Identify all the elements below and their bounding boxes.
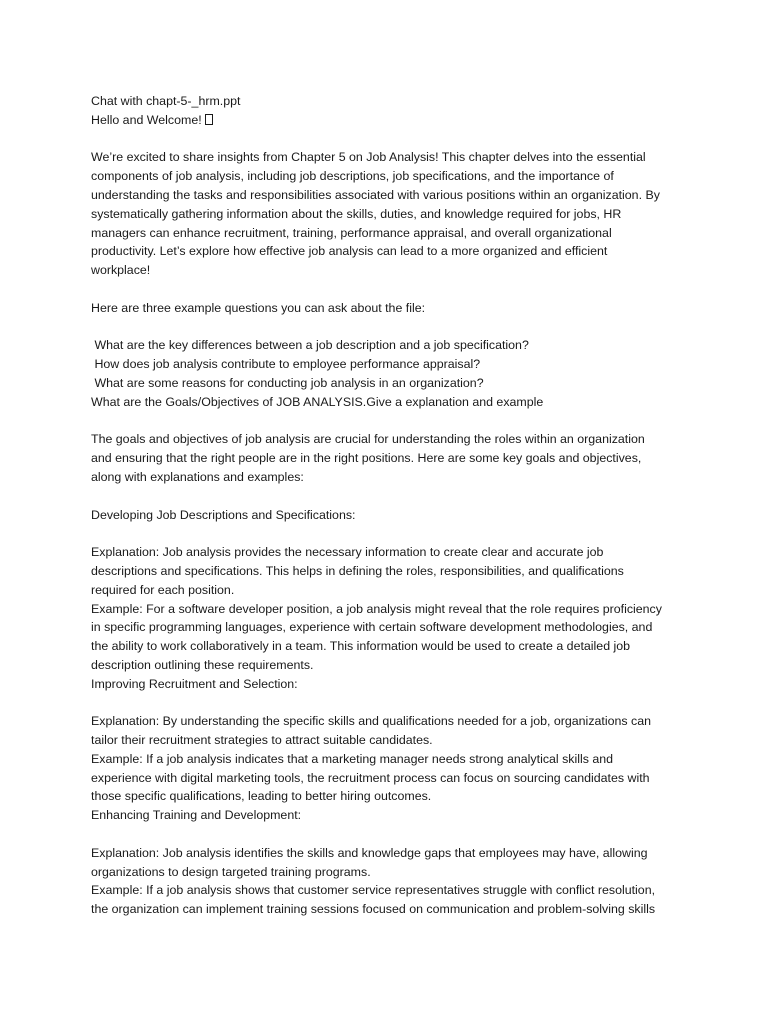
example-line: the organization can implement training sessions focused on communication and problem-solving skills [91,902,656,917]
section-heading: Developing Job Descriptions and Specifications: [91,507,356,522]
missing-glyph-icon [205,114,213,125]
user-query: What are the Goals/Objectives of JOB ANALYSIS.Give a explanation and example [91,394,544,409]
example-line: Example: For a software developer position, a job analysis might reveal that the role requires proficiency [91,601,662,616]
answer-intro-line: and ensuring that the right people are in the right positions. Here are some key goals and objectives, [91,451,642,466]
example-line: description outlining these requirements. [91,657,314,672]
intro-line: workplace! [91,263,151,278]
greeting-line [91,111,691,130]
answer-intro-line: along with explanations and examples: [91,469,304,484]
example-line: in specific programming languages, experience with certain software development methodologies, and [91,620,653,635]
intro-paragraph [91,148,691,280]
intro-line: understanding the tasks and responsibilities associated with various positions within an organization. By [91,187,660,202]
explanation-line: required for each position. [91,582,235,597]
answer-intro-paragraph [91,430,691,486]
spacer [91,130,691,149]
questions-intro: Here are three example questions you can ask about the file: [91,300,426,315]
questions-intro-paragraph [91,299,691,318]
section-heading: Enhancing Training and Development: [91,808,302,823]
intro-line: components of job analysis, including job descriptions, job specifications, and the importance of [91,169,614,184]
explanation-line: Explanation: By understanding the specific skills and qualifications needed for a job, organizations can [91,714,651,729]
intro-line: We’re excited to share insights from Chapter 5 on Job Analysis! This chapter delves into the essential [91,150,646,165]
example-question[interactable]: How does job analysis contribute to employee performance appraisal? [91,357,481,372]
example-question[interactable]: What are the key differences between a job description and a job specification? [91,338,529,353]
example-line: experience with digital marketing tools, the recruitment process can focus on sourcing candidates with [91,770,650,785]
explanation-line: tailor their recruitment strategies to attract suitable candidates. [91,733,433,748]
document-page [91,92,691,919]
intro-line: productivity. Let’s explore how effective job analysis can lead to a more organized and efficient [91,244,608,259]
greeting-text: Hello and Welcome! [91,112,202,127]
intro-line: systematically gathering information about the skills, duties, and knowledge required for jobs, HR [91,206,622,221]
explanation-line: descriptions and specifications. This helps in defining the roles, responsibilities, and qualifications [91,563,624,578]
answer-intro-line: The goals and objectives of job analysis are crucial for understanding the roles within an organization [91,432,645,447]
example-question[interactable]: What are some reasons for conducting job analysis in an organization? [91,375,484,390]
section-body [91,844,691,919]
example-line: Example: If a job analysis indicates that a marketing manager needs strong analytical skills and [91,751,614,766]
explanation-line: Explanation: Job analysis provides the necessary information to create clear and accurate job [91,545,604,560]
section-heading-paragraph [91,506,691,525]
intro-line: managers can enhance recruitment, training, performance appraisal, and overall organizational [91,225,612,240]
example-line: Example: If a job analysis shows that customer service representatives struggle with conflict resolution, [91,883,656,898]
section-body [91,712,691,825]
explanation-line: Explanation: Job analysis identifies the skills and knowledge gaps that employees may have, allowing [91,845,648,860]
explanation-line: organizations to design targeted training programs. [91,864,371,879]
example-line: the ability to work collaboratively in a team. This information would be used to create a detailed job [91,639,631,654]
chat-title: Chat with chapt-5-_hrm.ppt [91,94,241,108]
section-body [91,543,691,693]
section-heading: Improving Recruitment and Selection: [91,676,298,691]
example-questions-list [91,336,691,411]
example-line: those specific qualifications, leading to better hiring outcomes. [91,789,432,804]
